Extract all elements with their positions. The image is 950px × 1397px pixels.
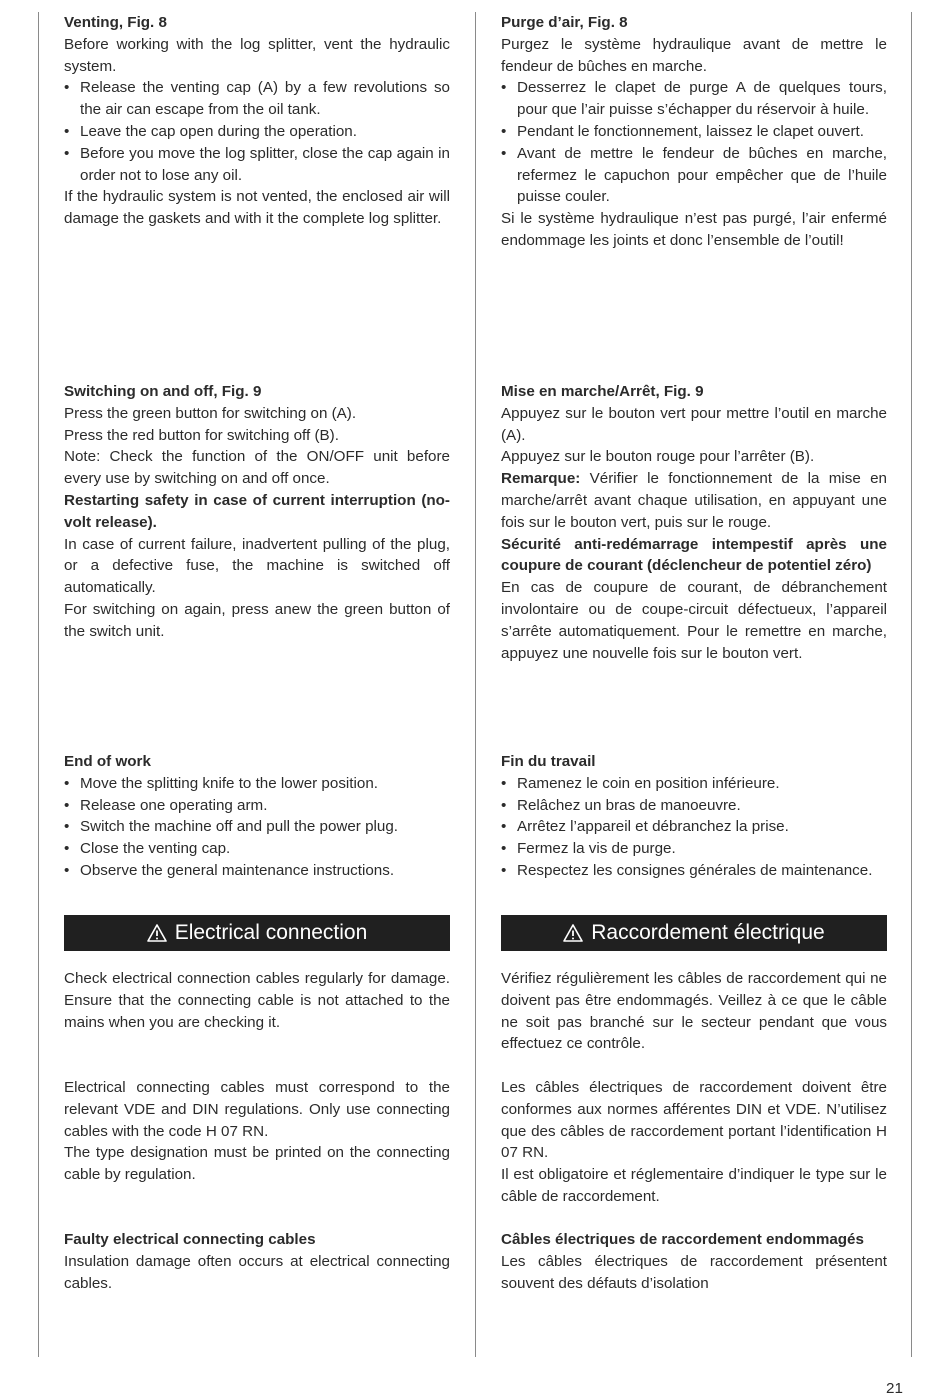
list-item: • Leave the cap open during the operation.: [64, 121, 450, 143]
list-item: • Fermez la vis de purge.: [501, 838, 887, 860]
switching-note: Note: Check the function of the ON/OFF unit before every use by switching on and off once.: [64, 448, 450, 488]
page-number: 21: [886, 1380, 903, 1397]
warning-triangle-icon: [563, 923, 583, 943]
purge-list: [501, 77, 887, 208]
restart-safety-text: In case of current failure, inadvertent pulling of the plug, or a defective fuse, the machine is switched off automatically.: [64, 535, 450, 597]
switching-off-text: Press the red button for switching off (B).: [64, 426, 339, 444]
mise-en-marche-section: [501, 381, 887, 664]
venting-outro: If the hydraulic system is not vented, the enclosed air will damage the gaskets and with it the complete log splitter.: [64, 188, 450, 228]
list-item: • Avant de mettre le fendeur de bûches en marche, refermez le capuchon pour empêcher que de l’huile puisse couler.: [501, 143, 887, 208]
electrical-paragraph: Les câbles électriques de raccordement doivent être conformes aux normes afférentes DIN et VDE. N’utilisez que des câbles de raccordement portant l’identification H 07 RN.: [501, 1079, 887, 1162]
faulty-cables-text: Insulation damage often occurs at electrical connecting cables.: [64, 1252, 450, 1292]
mise-en-marche-text: Appuyez sur le bouton vert pour mettre l’outil en marche (A).: [501, 404, 887, 444]
purge-section: [501, 12, 887, 252]
banner-title: Raccordement électrique: [591, 921, 825, 945]
left-margin-rule: [38, 12, 39, 1357]
list-item: • Respectez les consignes générales de maintenance.: [501, 860, 887, 882]
restart-instruction: For switching on again, press anew the green button of the switch unit.: [64, 600, 450, 640]
venting-list: [64, 77, 450, 186]
switching-section: [64, 381, 450, 643]
venting-section: [64, 12, 450, 230]
raccordement-check-text: [501, 968, 887, 1055]
raccordement-electrique-banner: [501, 915, 887, 951]
purge-intro: Purgez le système hydraulique avant de mettre le fendeur de bûches en marche.: [501, 35, 887, 75]
electrical-paragraph: Electrical connecting cables must correspond to the relevant VDE and DIN regulations. Only use connecting cables with the code H 07 RN.: [64, 1079, 450, 1140]
fin-du-travail-section: [501, 751, 887, 882]
list-item: • Release the venting cap (A) by a few revolutions so the air can escape from the oil tank.: [64, 77, 450, 121]
remarque-label: Remarque:: [501, 470, 581, 488]
switching-on-text: Press the green button for switching on (A).: [64, 404, 357, 422]
list-item: • Move the splitting knife to the lower position.: [64, 773, 450, 795]
remarque-paragraph: [501, 468, 887, 533]
faulty-cables-heading: Faulty electrical connecting cables: [64, 1231, 316, 1248]
list-item: • Close the venting cap.: [64, 838, 450, 860]
restart-safety-heading: Restarting safety in case of current interruption (no-volt release).: [64, 491, 450, 531]
purge-outro: Si le système hydraulique n’est pas purgé, l’air enfermé endommage les joints et donc l’ensemble de l’outil!: [501, 210, 887, 249]
list-item: • Relâchez un bras de manoeuvre.: [501, 795, 887, 817]
electrical-paragraph: Vérifiez régulièrement les câbles de raccordement qui ne doivent pas être endommagés. Veillez à ce que le câble ne soit pas branché sur le secteur pendant que vous effectuez ce contrôle.: [501, 970, 887, 1053]
mise-en-marche-heading: Mise en marche/Arrêt, Fig. 9: [501, 383, 704, 400]
venting-heading: Venting, Fig. 8: [64, 14, 167, 31]
cables-endommages-heading: Câbles électriques de raccordement endommagés: [501, 1231, 864, 1248]
list-item: • Before you move the log splitter, close the cap again in order not to lose any oil.: [64, 143, 450, 187]
venting-intro: Before working with the log splitter, vent the hydraulic system.: [64, 35, 450, 75]
warning-triangle-icon: [147, 923, 167, 943]
faulty-cables-section: [64, 1229, 450, 1294]
end-of-work-list: [64, 773, 450, 882]
electrical-regulations-text: [64, 1077, 450, 1186]
arret-text: Appuyez sur le bouton rouge pour l’arrêter (B).: [501, 448, 815, 466]
cables-endommages-section: [501, 1229, 887, 1294]
cables-endommages-text: Les câbles électriques de raccordement présentent souvent des défauts d’isolation: [501, 1252, 887, 1292]
electrical-connection-banner: [64, 915, 450, 951]
switching-heading: Switching on and off, Fig. 9: [64, 383, 262, 400]
electrical-paragraph: The type designation must be printed on the connecting cable by regulation.: [64, 1144, 450, 1184]
center-column-rule: [475, 12, 476, 1357]
securite-heading: Sécurité anti-redémarrage intempestif après une coupure de courant (déclencheur de potentiel zéro): [501, 535, 887, 575]
list-item: • Observe the general maintenance instructions.: [64, 860, 450, 882]
banner-title: Electrical connection: [174, 921, 368, 945]
end-of-work-heading: End of work: [64, 753, 151, 770]
fin-du-travail-heading: Fin du travail: [501, 753, 596, 770]
list-item: • Ramenez le coin en position inférieure.: [501, 773, 887, 795]
securite-text: En cas de coupure de courant, de débranchement involontaire ou de coupe-circuit défectueux, l’appareil s’arrête automatiquement. Pour le remettre en marche, appuyez une nouvelle fois sur le bouton vert.: [501, 579, 887, 662]
end-of-work-section: [64, 751, 450, 882]
purge-heading: Purge d’air, Fig. 8: [501, 14, 628, 31]
right-margin-rule: [911, 12, 912, 1357]
electrical-paragraph: Il est obligatoire et réglementaire d’indiquer le type sur le câble de raccordement.: [501, 1166, 887, 1205]
list-item: • Release one operating arm.: [64, 795, 450, 817]
list-item: • Desserrez le clapet de purge A de quelques tours, pour que l’air puisse s’échapper du réservoir à huile.: [501, 77, 887, 121]
fin-du-travail-list: [501, 773, 887, 882]
list-item: • Switch the machine off and pull the power plug.: [64, 816, 450, 838]
electrical-paragraph: Check electrical connection cables regularly for damage. Ensure that the connecting cable is not attached to the mains when you are checking it.: [64, 970, 450, 1031]
electrical-check-text: [64, 968, 450, 1033]
list-item: • Pendant le fonctionnement, laissez le clapet ouvert.: [501, 121, 887, 143]
raccordement-normes-text: [501, 1077, 887, 1208]
remarque-text: Vérifier le fonctionnement de la mise en marche/arrêt avant chaque utilisation, en appuyant une fois sur le bouton vert, puis sur le rouge.: [501, 470, 887, 531]
list-item: • Arrêtez l’appareil et débranchez la prise.: [501, 816, 887, 838]
